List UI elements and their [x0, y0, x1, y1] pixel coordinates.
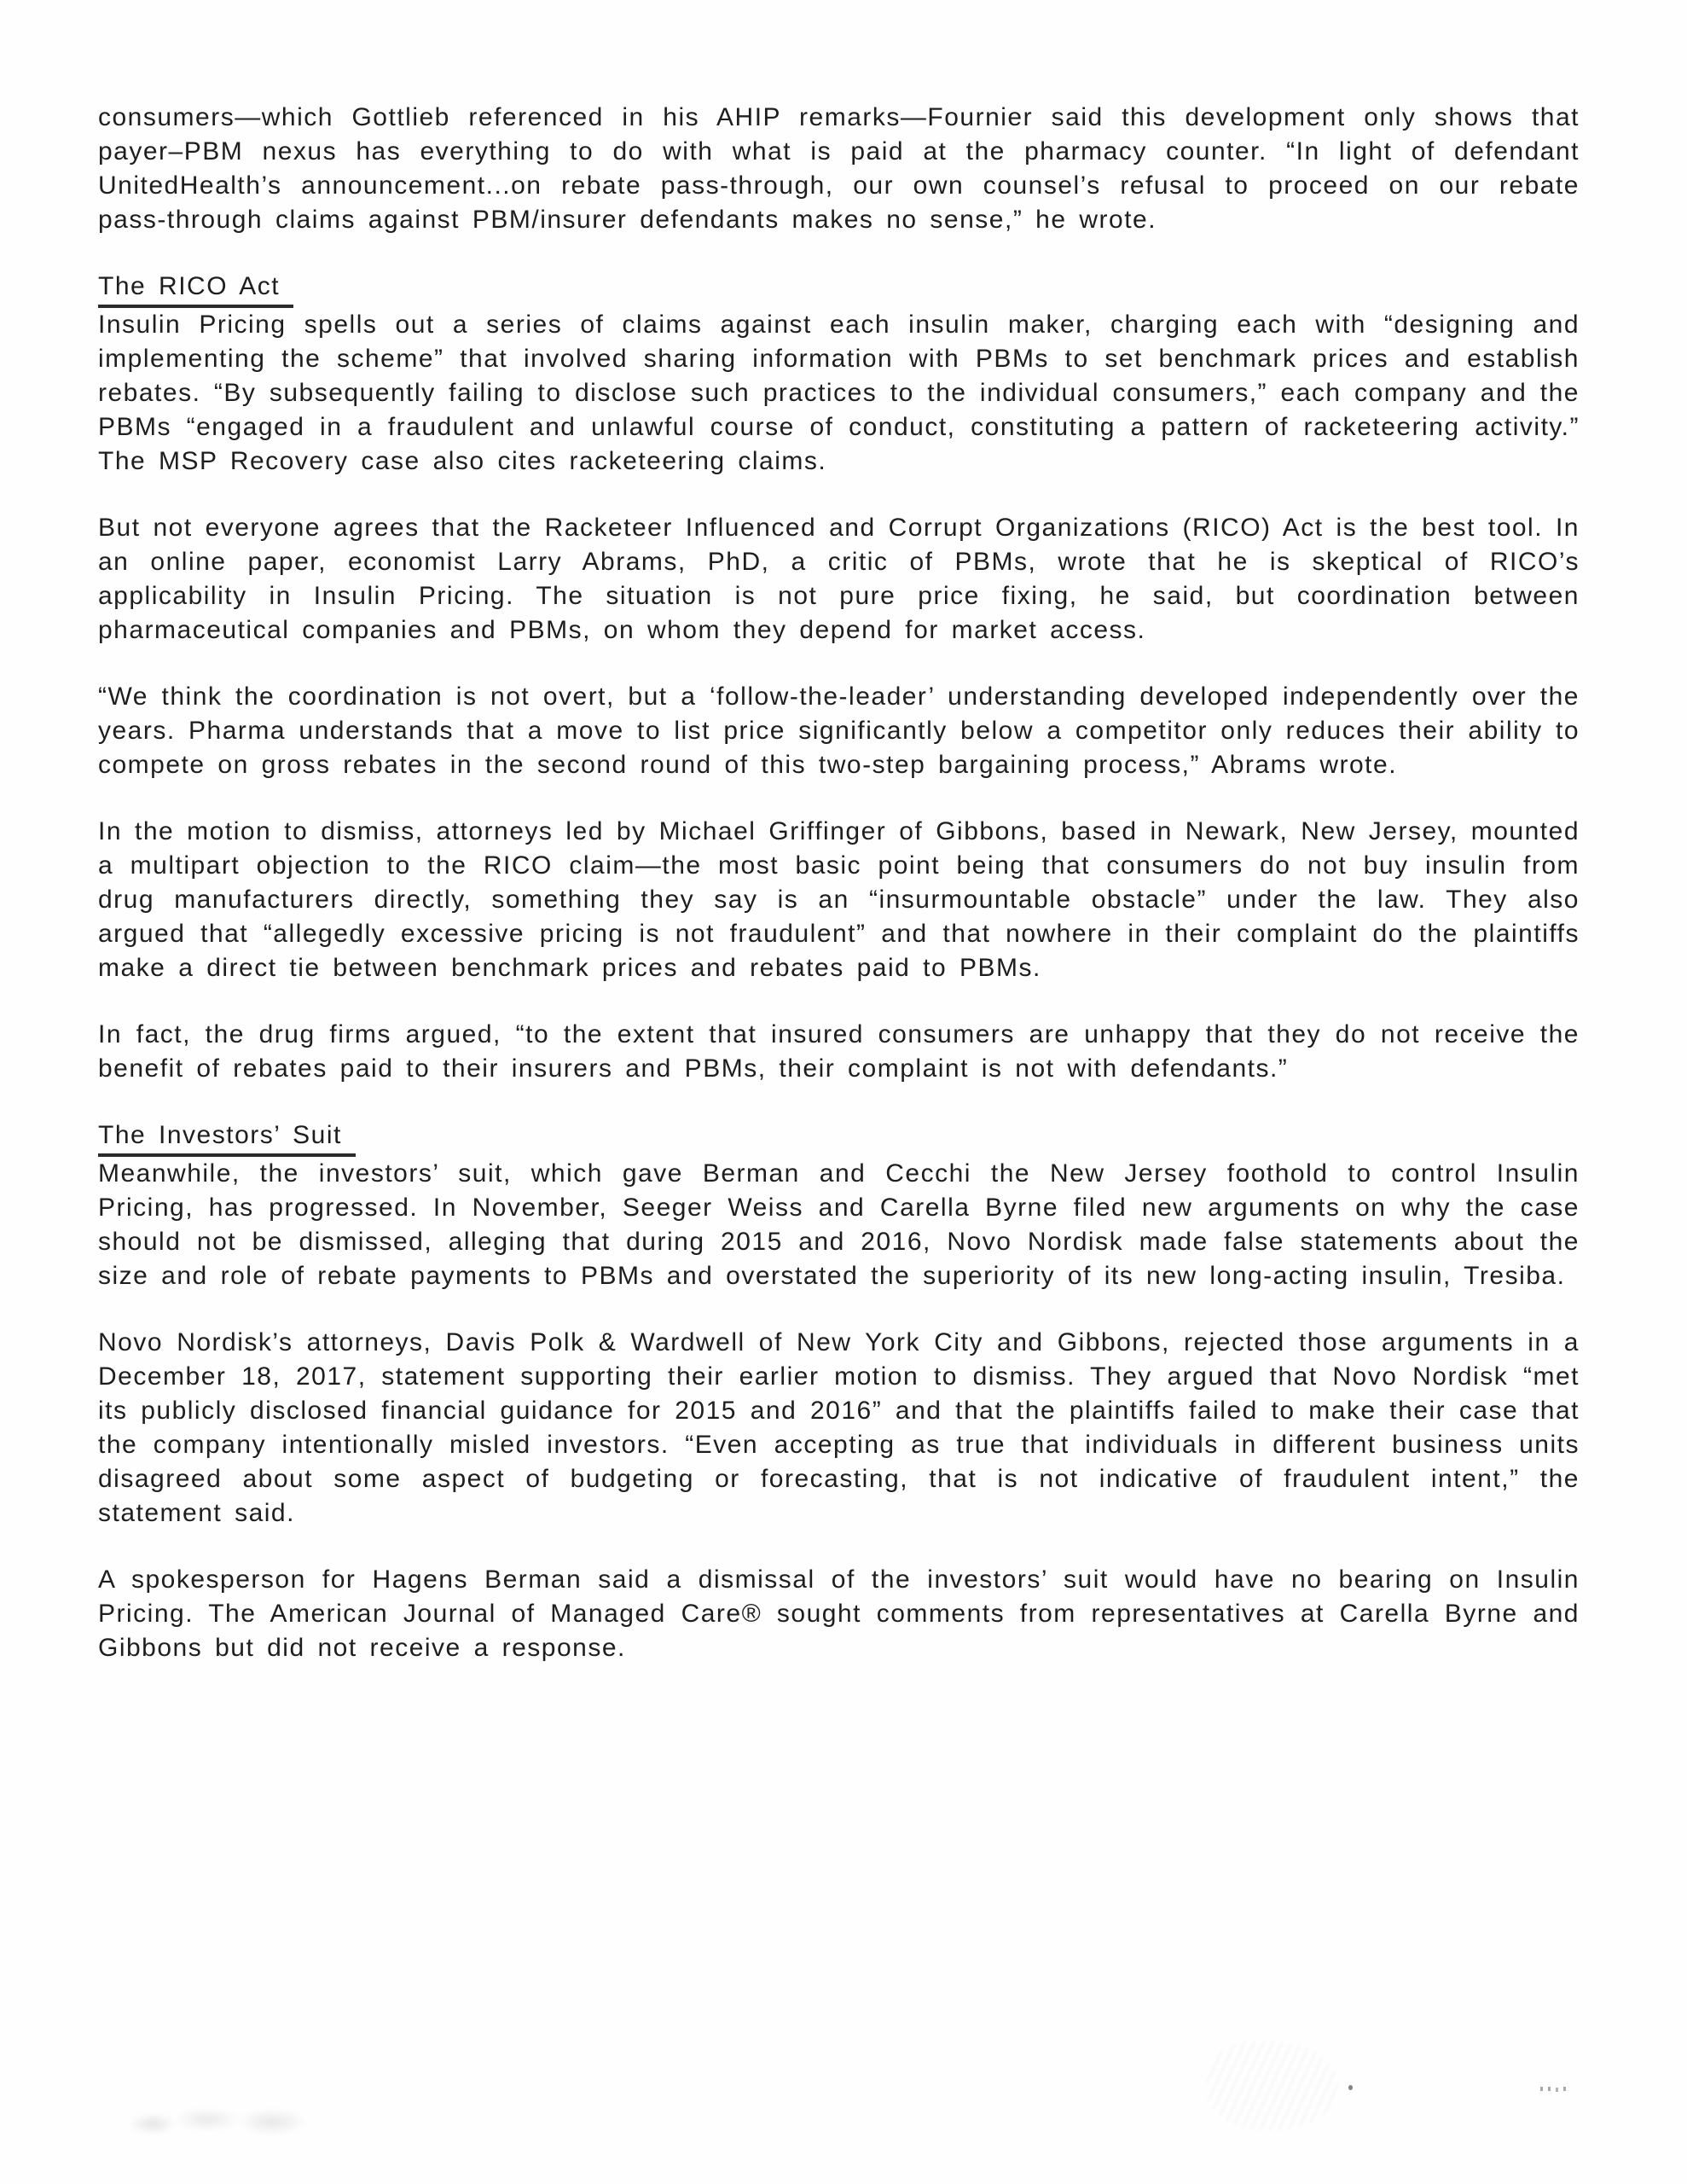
scan-artifact-dotted-row [1540, 2087, 1543, 2091]
drug-firms-argued-paragraph: In fact, the drug firms argued, “to the extent that insured consumers are unhappy that they do not receive the benefit of rebates paid to their insurers and PBMs, their complaint is not with defendants.” [98, 1020, 1580, 1083]
spokesperson-paragraph: A spokesperson for Hagens Berman said a dismissal of the investors’ suit would have no bearing on Insulin Pricing. The American Journal of Managed Care® sought comments from representatives at Carella Byrne and Gibbons but did not receive a response. [98, 1565, 1580, 1662]
investors-suit-heading-text: The Investors’ Suit [98, 1118, 356, 1157]
rico-claims-paragraph: Insulin Pricing spells out a series of claims against each insulin maker, charging each with “designing and implementing the scheme” that involved sharing information with PBMs to set benchmark prices and establish rebates. “By subsequently failing to disclose such practices to the individual consumers,” each company and the PBMs “engaged in a fraudulent and unlawful course of conduct, constituting a pattern of racketeering activity.” The MSP Recovery case also cites racketeering claims. [98, 311, 1580, 475]
rico-act-heading [98, 270, 1580, 308]
opening-paragraph: consumers—which Gottlieb referenced in his AHIP remarks—Fournier said this development only shows that payer–PBM nexus has everything to do with what is paid at the pharmacy counter. “In light of defendant UnitedHealth’s announcement...on rebate pass-through, our own counsel’s refusal to proceed on our rebate pass-through claims against PBM/insurer defendants makes no sense,” he wrote. [98, 103, 1580, 234]
abrams-quote-paragraph: “We think the coordination is not overt, but a ‘follow-the-leader’ understanding developed independently over the years. Pharma understands that a move to list price significantly below a competitor only reduces their ability to compete on gross rebates in the second round of this two-step bargaining process,” Abrams wrote. [98, 682, 1580, 779]
article-body [98, 101, 1580, 1698]
rico-act-heading-text: The RICO Act [98, 270, 293, 308]
motion-to-dismiss-paragraph: In the motion to dismiss, attorneys led by Michael Griffinger of Gibbons, based in Newark, New Jersey, mounted a multipart objection to the RICO claim—the most basic point being that consumers do not buy insulin from drug manufacturers directly, something they say is an “insurmountable obstacle” under the law. They also argued that “allegedly excessive pricing is not fraudulent” and that nowhere in their complaint do the plaintiffs make a direct tie between benchmark prices and rebates paid to PBMs. [98, 817, 1580, 982]
scan-artifact-right-smudge [1207, 2041, 1339, 2130]
investors-suit-paragraph: Meanwhile, the investors’ suit, which gave Berman and Cecchi the New Jersey foothold to control Insulin Pricing, has progressed. In November, Seeger Weiss and Carella Byrne filed new arguments on why the case should not be dismissed, alleging that during 2015 and 2016, Novo Nordisk made false statements about the size and role of rebate payments to PBMs and overstated the superiority of its new long-acting insulin, Tresiba. [98, 1159, 1580, 1290]
novo-nordisk-attorneys-paragraph: Novo Nordisk’s attorneys, Davis Polk & Wardwell of New York City and Gibbons, rejected those arguments in a December 18, 2017, statement supporting their earlier motion to dismiss. They argued that Novo Nordisk “met its publicly disclosed financial guidance for 2015 and 2016” and that the plaintiffs failed to make their case that the company intentionally misled investors. “Even accepting as true that individuals in different business units disagreed about some aspect of budgeting or forecasting, that is not indicative of fraudulent intent,” the statement said. [98, 1328, 1580, 1527]
scan-artifact-bottom-left-smudge [109, 2100, 327, 2143]
investors-suit-heading [98, 1118, 1580, 1157]
abrams-skeptical-paragraph: But not everyone agrees that the Racketeer Influenced and Corrupt Organizations (RICO) Act is the best tool. In an online paper, economist Larry Abrams, PhD, a critic of PBMs, wrote that he is skeptical of RICO’s applicability in Insulin Pricing. The situation is not pure price fixing, he said, but coordination between pharmaceutical companies and PBMs, on whom they depend for market access. [98, 514, 1580, 644]
scan-artifact-dot [1348, 2085, 1353, 2090]
